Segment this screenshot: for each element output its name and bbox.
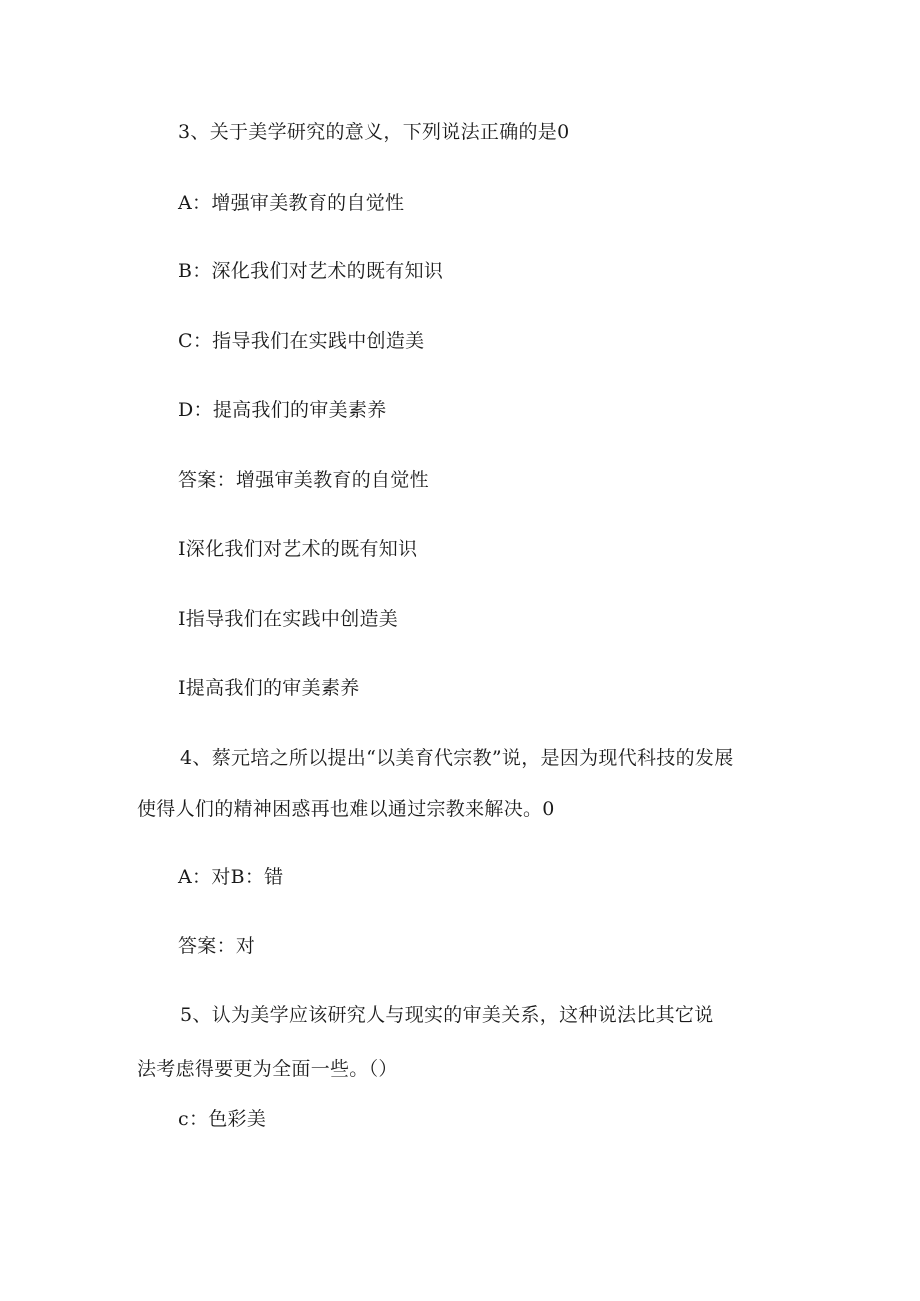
question-3-option-c: C：指导我们在实践中创造美 (178, 330, 425, 352)
question-4-answer: 答案：对 (178, 935, 256, 957)
question-3-answer-extra-3: I提高我们的审美素养 (178, 677, 360, 699)
question-5-stem-line-2: 法考虑得要更为全面一些。（） (137, 1058, 398, 1080)
question-4-stem-line-2: 使得人们的精神困惑再也难以通过宗教来解决。0 (137, 798, 555, 820)
question-3-answer: 答案：增强审美教育的自觉性 (178, 469, 429, 491)
question-3-option-a: A：增强审美教育的自觉性 (178, 192, 405, 214)
question-3-answer-extra-1: I深化我们对艺术的既有知识 (178, 538, 418, 560)
question-3-answer-extra-2: I指导我们在实践中创造美 (178, 608, 399, 630)
question-4-options: A：对B：错 (178, 866, 284, 888)
question-4-stem-line-1: 4、蔡元培之所以提出“以美育代宗教”说，是因为现代科技的发展 (180, 747, 734, 769)
question-5-option-c: c：色彩美 (178, 1108, 267, 1130)
question-5-stem-line-1: 5、认为美学应该研究人与现实的审美关系，这种说法比其它说 (180, 1004, 714, 1026)
question-3-stem: 3、关于美学研究的意义，下列说法正确的是0 (178, 121, 570, 143)
question-3-option-b: B：深化我们对艺术的既有知识 (178, 260, 444, 282)
question-3-option-d: D：提高我们的审美素养 (178, 399, 387, 421)
